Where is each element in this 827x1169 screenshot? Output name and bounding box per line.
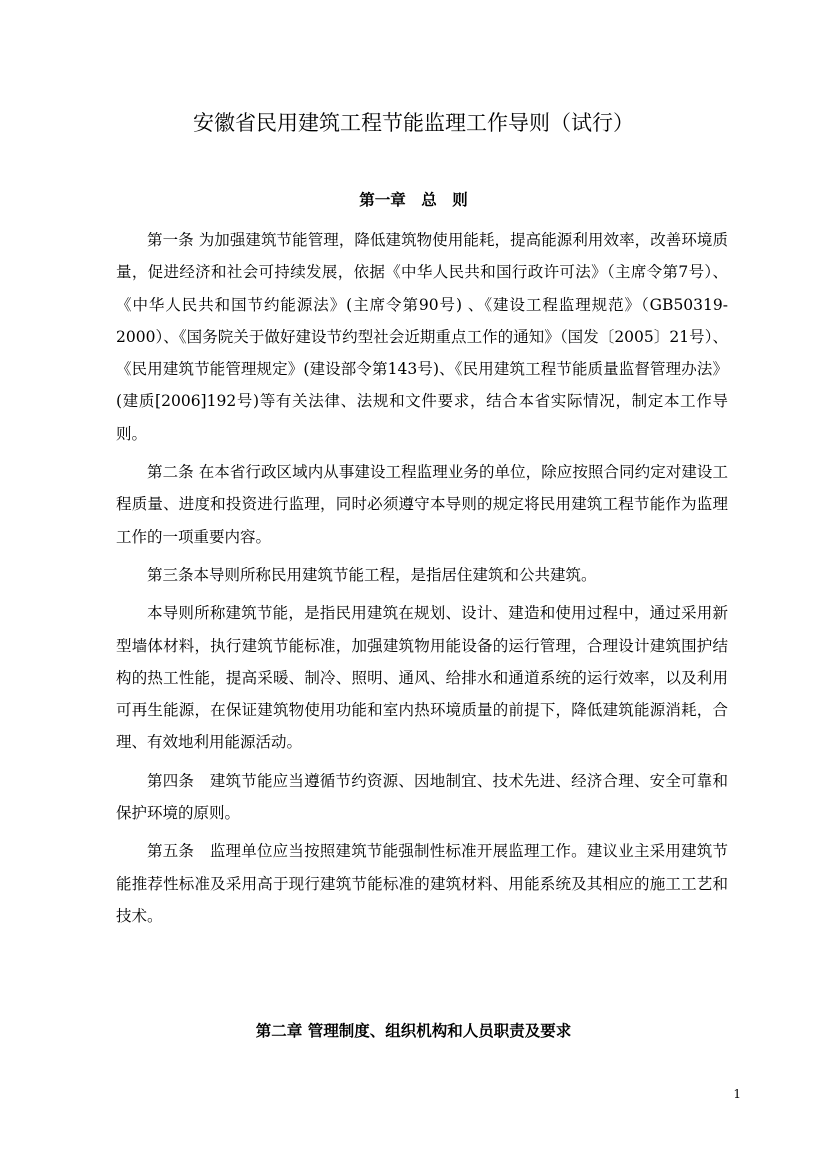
article-3-definition-paragraph: 本导则所称建筑节能，是指民用建筑在规划、设计、建造和使用过程中，通过采用新型墙体材料，执行建筑节能标准，加强建筑物用能设备的运行管理，合理设计建筑围护结构的热工性能，提高采暖、制冷、照明、通风、给排水和通道系统的运行效率，以及利用可再生能源，在保证建筑物使用功能和室内热环境质量的前提下，降低建筑能源消耗，合理、有效地利用能源活动。 [116,604,728,752]
article-4-paragraph: 第四条 建筑节能应当遵循节约资源、因地制宜、技术先进、经济合理、安全可靠和保护环境的原则。 [116,771,728,823]
article-5-paragraph: 第五条 监理单位应当按照建筑节能强制性标准开展监理工作。建议业主采用建筑节能推荐性标准及采用高于现行建筑节能标准的建筑材料、用能系统及其相应的施工工艺和技术。 [116,842,728,925]
article-3-paragraph: 第三条本导则所称民用建筑节能工程，是指居住建筑和公共建筑。 [147,565,597,584]
chapter-1-heading: 第一章 总 则 [359,191,468,209]
document-title: 安徽省民用建筑工程节能监理工作导则（试行） [193,111,634,135]
article-2-paragraph: 第二条 在本省行政区域内从事建设工程监理业务的单位，除应按照合同约定对建设工程质量、进度和投资进行监理，同时必须遵守本导则的规定将民用建筑工程节能作为监理工作的一项重要内容。 [116,463,728,546]
chapter-1-body [116,224,728,938]
article-1-paragraph: 第一条 为加强建筑节能管理，降低建筑物使用能耗，提高能源利用效率，改善环境质量，促进经济和社会可持续发展，依据《中华人民共和国行政许可法》（主席令第7号）、《中华人民共和国节约能源法》(主席令第90号) 、《建设工程监理规范》（GB50319-2000）、《国务院关于做好建设节约型社会近期重点工作的通知》（国发〔2005〕21号）、《民用建筑节能管理规定》(建设部令第143号)、《民用建筑工程节能质量监督管理办法》(建质[2006]192号)等有关法律、法规和文件要求，结合本省实际情况，制定本工作导则。 [116,231,728,443]
chapter-2-heading: 第二章 管理制度、组织机构和人员职责及要求 [255,1022,572,1040]
page-number: 1 [733,1087,741,1101]
